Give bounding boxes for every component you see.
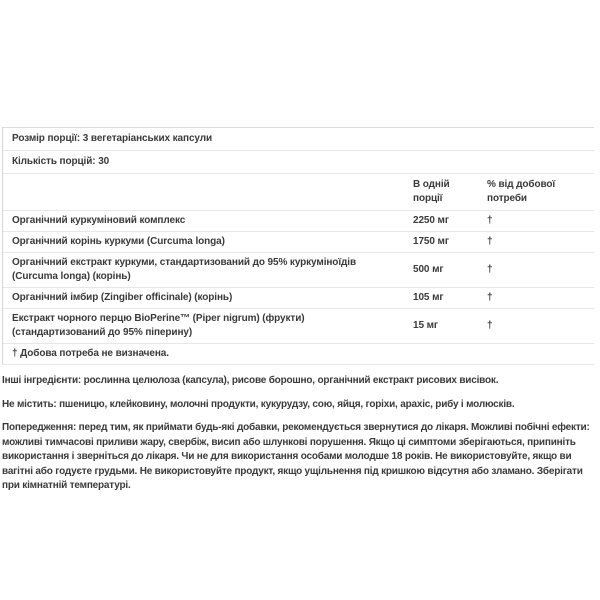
serving-size-text: Розмір порції: 3 вегетаріанських капсули [12, 133, 213, 144]
supplement-facts-table [2, 127, 594, 365]
ingredient-name: Органічний імбир (Zingiber officinale) (корінь) [12, 292, 233, 303]
other-ingredients-text: Інші інгредієнти: рослинна целюлоза (капсула), рисове борошно, органічний екстракт рисових висівок. [2, 375, 499, 386]
servings-per-container-row [3, 151, 594, 174]
ingredient-amount: 2250 мг [413, 215, 449, 226]
ingredient-amount: 500 мг [413, 264, 444, 275]
ingredient-daily-value: † [487, 236, 493, 247]
daily-value-footnote-row [3, 344, 594, 365]
ingredient-name: Органічний куркуміновий комплекс [12, 215, 186, 226]
serving-size-row [3, 128, 594, 151]
table-row [3, 253, 594, 288]
table-row [3, 309, 594, 344]
ingredient-daily-value: † [487, 320, 493, 331]
ingredient-daily-value: † [487, 215, 493, 226]
amount-column-header: В одній порції [413, 179, 450, 204]
ingredient-daily-value: † [487, 264, 493, 275]
ingredient-daily-value: † [487, 292, 493, 303]
table-row [3, 232, 594, 253]
servings-per-container-text: Кількість порцій: 30 [12, 156, 110, 167]
supplement-facts-panel [2, 127, 594, 494]
ingredient-name: Органічний екстракт куркуми, стандартизований до 95% куркуміноїдів (Curcuma longa) (корінь) [12, 257, 357, 282]
ingredient-amount: 15 мг [413, 320, 438, 331]
does-not-contain-text: Не містить: пшеницю, клейковину, молочні продукти, кукурудзу, сою, яйця, горіхи, арахіс, рибу і молюсків. [2, 398, 515, 410]
ingredient-name: Органічний корінь куркуми (Curcuma longa) [12, 236, 225, 247]
table-header-row [3, 174, 594, 211]
ingredient-name: Екстракт чорного перцю BioPerine™ (Piper nigrum) (фрукти) (стандартизований до 95% піперину) [12, 313, 305, 338]
daily-value-footnote: † Добова потреба не визначена. [12, 348, 169, 359]
warnings-text: Попередження: перед тим, як приймати будь-які добавки, рекомендується звернутися до лікаря. Можливі побічні ефекти: можливі тимчасові приливи жару, свербіж, висип або шлункові порушення. Якщо ці симптоми зберігаються, припиніть використання і зверніться до лікаря. Чи не для використання особами молодше 18 років. Не використовуйте, якщо ви вагітні або годуєте грудьми. Не використовуйте продукт, якщо ущільнення під кришкою відсутня або зламано. Зберігати при кімнатній температурі. [2, 422, 590, 491]
daily-value-column-header: % від добової потреби [487, 179, 556, 204]
ingredient-amount: 105 мг [413, 292, 444, 303]
table-row [3, 288, 594, 309]
ingredient-amount: 1750 мг [413, 236, 449, 247]
table-row [3, 211, 594, 232]
